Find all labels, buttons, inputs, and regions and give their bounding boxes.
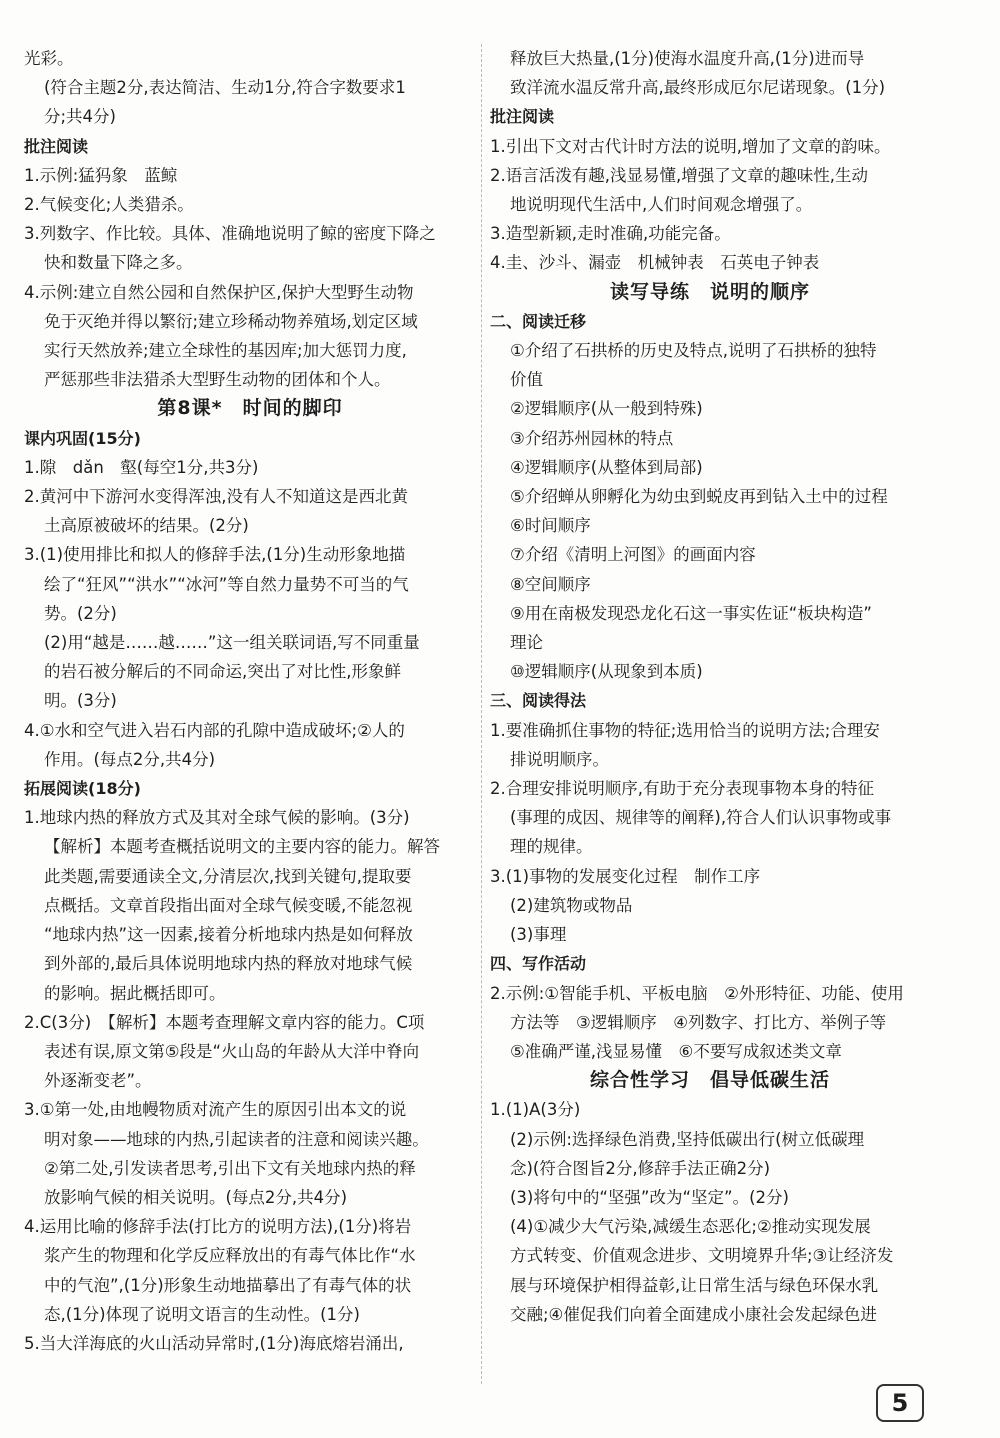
left-column xyxy=(24,44,476,1358)
text-line: 中的气泡”,(1分)形象生动地描摹出了有毒气体的状 xyxy=(44,1275,412,1295)
text-line: 4.圭、沙斗、漏壶 机械钟表 石英电子钟表 xyxy=(490,253,820,273)
text-line: 4.运用比喻的修辞手法(打比方的说明方法),(1分)将岩 xyxy=(24,1217,412,1237)
text-line: 明对象——地球的内热,引起读者的注意和阅读兴趣。 xyxy=(44,1129,429,1149)
text-line: (2)建筑物或物品 xyxy=(510,895,633,915)
text-line: 2.黄河中下游河水变得浑浊,没有人不知道这是西北黄 xyxy=(24,487,408,507)
text-line: 态,(1分)体现了说明文语言的生动性。(1分) xyxy=(44,1304,360,1324)
text-line: ⑥时间顺序 xyxy=(510,516,591,536)
text-line: 的影响。据此概括即可。 xyxy=(44,983,226,1003)
section-heading: 课内巩固(15分) xyxy=(24,428,141,448)
lesson-title: 读写导练 说明的顺序 xyxy=(609,280,810,303)
text-line: 4.示例:建立自然公园和自然保护区,保护大型野生动物 xyxy=(24,282,414,302)
text-line: 2.示例:①智能手机、平板电脑 ②外形特征、功能、使用 xyxy=(490,983,904,1003)
text-line: 方法等 ③逻辑顺序 ④列数字、打比方、举例子等 xyxy=(510,1012,887,1032)
text-line: ②逻辑顺序(从一般到特殊) xyxy=(510,399,703,419)
text-line: ③介绍苏州园林的特点 xyxy=(510,428,674,448)
text-line: ⑨用在南极发现恐龙化石这一事实佐证“板块构造” xyxy=(510,603,872,623)
text-line: (2)示例:选择绿色消费,坚持低碳出行(树立低碳理 xyxy=(510,1129,865,1149)
text-line: (3)事理 xyxy=(510,925,567,945)
right-column xyxy=(490,44,930,1329)
section-heading: 四、写作活动 xyxy=(490,954,587,974)
text-line: 实行天然放养;建立全球性的基因库;加大惩罚力度, xyxy=(44,341,407,361)
text-line: 的岩石被分解后的不同命运,突出了对比性,形象鲜 xyxy=(44,662,401,682)
section-heading: 批注阅读 xyxy=(490,107,555,127)
text-line: ⑤介绍蝉从卵孵化为幼虫到蜕皮再到钻入土中的过程 xyxy=(510,487,888,507)
text-line: 理的规律。 xyxy=(510,837,593,857)
text-line: 1.引出下文对古代计时方法的说明,增加了文章的韵味。 xyxy=(490,136,891,156)
text-line: 3.①第一处,由地幔物质对流产生的原因引出本文的说 xyxy=(24,1100,407,1120)
section-heading: 批注阅读 xyxy=(24,136,89,156)
text-line: 1.要准确抓住事物的特征;选用恰当的说明方法;合理安 xyxy=(490,720,880,740)
text-line: 浆产生的物理和化学反应释放出的有毒气体比作“水 xyxy=(44,1246,416,1266)
text-line: 2.语言活泼有趣,浅显易懂,增强了文章的趣味性,生动 xyxy=(490,165,868,185)
text-line: 土高原被破坏的结果。(2分) xyxy=(44,516,249,536)
section-heading: 三、阅读得法 xyxy=(490,691,587,711)
text-line: 3.造型新颖,走时准确,功能完备。 xyxy=(490,224,731,244)
text-line: 作用。(每点2分,共4分) xyxy=(44,749,216,769)
text-line: 势。(2分) xyxy=(44,603,117,623)
text-line: “地球内热”这一因素,接着分析地球内热是如何释放 xyxy=(44,925,413,945)
text-line: 2.合理安排说明顺序,有助于充分表现事物本身的特征 xyxy=(490,779,874,799)
text-line: 光彩。 xyxy=(24,49,74,68)
text-line: 绘了“狂风”“洪水”“冰河”等自然力量势不可当的气 xyxy=(44,574,409,594)
text-line: 表述有误,原文第⑤段是“火山岛的年龄从大洋中脊向 xyxy=(44,1041,420,1061)
text-line: 点概括。文章首段指出面对全球气候变暖,不能忽视 xyxy=(44,895,413,915)
text-line: 5.当大洋海底的火山活动异常时,(1分)海底熔岩涌出, xyxy=(24,1333,404,1353)
text-line: 释放巨大热量,(1分)使海水温度升高,(1分)进而导 xyxy=(510,49,865,68)
text-line: 3.列数字、作比较。具体、准确地说明了鲸的密度下降之 xyxy=(24,224,436,244)
text-line: 1.地球内热的释放方式及其对全球气候的影响。(3分) xyxy=(24,808,410,828)
text-line: 2.气候变化;人类猎杀。 xyxy=(24,195,194,215)
text-line: 快和数量下降之多。 xyxy=(44,253,193,273)
text-line: (4)①减少大气污染,减缓生态恶化;②推动实现发展 xyxy=(510,1217,871,1237)
text-line: 价值 xyxy=(510,370,543,390)
column-divider xyxy=(481,44,482,1384)
text-line: ①介绍了石拱桥的历史及特点,说明了石拱桥的独特 xyxy=(510,341,877,361)
page-number: 5 xyxy=(876,1384,924,1422)
text-line: 3.(1)使用排比和拟人的修辞手法,(1分)生动形象地描 xyxy=(24,545,406,565)
text-line: ④逻辑顺序(从整体到局部) xyxy=(510,457,703,477)
text-line: ⑧空间顺序 xyxy=(510,574,591,594)
text-line: (符合主题2分,表达简洁、生动1分,符合字数要求1 xyxy=(44,78,406,98)
text-line: ⑤准确严谨,浅显易懂 ⑥不要写成叙述类文章 xyxy=(510,1041,842,1061)
text-line: ②第二处,引发读者思考,引出下文有关地球内热的释 xyxy=(44,1158,416,1178)
text-line: 理论 xyxy=(510,633,543,653)
text-line: (3)将句中的“坚强”改为“坚定”。(2分) xyxy=(510,1187,789,1207)
text-line: 念)(符合图旨2分,修辞手法正确2分) xyxy=(510,1158,771,1178)
text-line: 3.(1)事物的发展变化过程 制作工序 xyxy=(490,866,761,886)
text-line: 4.①水和空气进入岩石内部的孔隙中造成破坏;②人的 xyxy=(24,720,405,740)
text-line: 严惩那些非法猎杀大型野生动物的团体和个人。 xyxy=(44,370,391,390)
text-line: 明。(3分) xyxy=(44,691,117,711)
text-line: ⑦介绍《清明上河图》的画面内容 xyxy=(510,545,756,565)
text-line: 外逐渐变老”。 xyxy=(44,1071,152,1091)
text-line: 到外部的,最后具体说明地球内热的释放对地球气候 xyxy=(44,954,413,974)
text-line: 免于灭绝并得以繁衍;建立珍稀动物养殖场,划定区域 xyxy=(44,311,418,331)
text-line: (事理的成因、规律等的阐释),符合人们认识事物或事 xyxy=(510,808,892,828)
text-line: 分;共4分) xyxy=(44,107,116,127)
text-line: 【解析】本题考查概括说明文的主要内容的能力。解答 xyxy=(44,837,440,857)
text-line: 展与环境保护相得益彰,让日常生活与绿色环保水乳 xyxy=(510,1275,879,1295)
text-line: 2.C(3分) 【解析】本题考查理解文章内容的能力。C项 xyxy=(24,1012,425,1032)
text-line: 方式转变、价值观念进步、文明境界升华;③让经济发 xyxy=(510,1246,894,1266)
section-heading: 二、阅读迁移 xyxy=(490,311,587,331)
section-heading: 拓展阅读(18分) xyxy=(24,779,141,799)
text-line: 1.隙 dǎn 壑(每空1分,共3分) xyxy=(24,457,259,477)
lesson-title: 综合性学习 倡导低碳生活 xyxy=(589,1069,830,1092)
text-line: 1.示例:猛犸象 蓝鲸 xyxy=(24,165,178,185)
text-line: 致洋流水温反常升高,最终形成厄尔尼诺现象。(1分) xyxy=(510,78,886,98)
text-line: 放影响气候的相关说明。(每点2分,共4分) xyxy=(44,1187,348,1207)
text-line: 1.(1)A(3分) xyxy=(490,1100,581,1120)
text-line: 交融;④催促我们向着全面建成小康社会发起绿色进 xyxy=(510,1304,877,1324)
text-line: ⑩逻辑顺序(从现象到本质) xyxy=(510,662,703,682)
lesson-title: 第8课* 时间的脚印 xyxy=(157,397,343,420)
text-line: 此类题,需要通读全文,分清层次,找到关键句,提取要 xyxy=(44,866,412,886)
text-line: (2)用“越是……越……”这一组关联词语,写不同重量 xyxy=(44,633,420,653)
text-line: 排说明顺序。 xyxy=(510,749,609,769)
text-line: 地说明现代生活中,人们时间观念增强了。 xyxy=(510,195,813,215)
